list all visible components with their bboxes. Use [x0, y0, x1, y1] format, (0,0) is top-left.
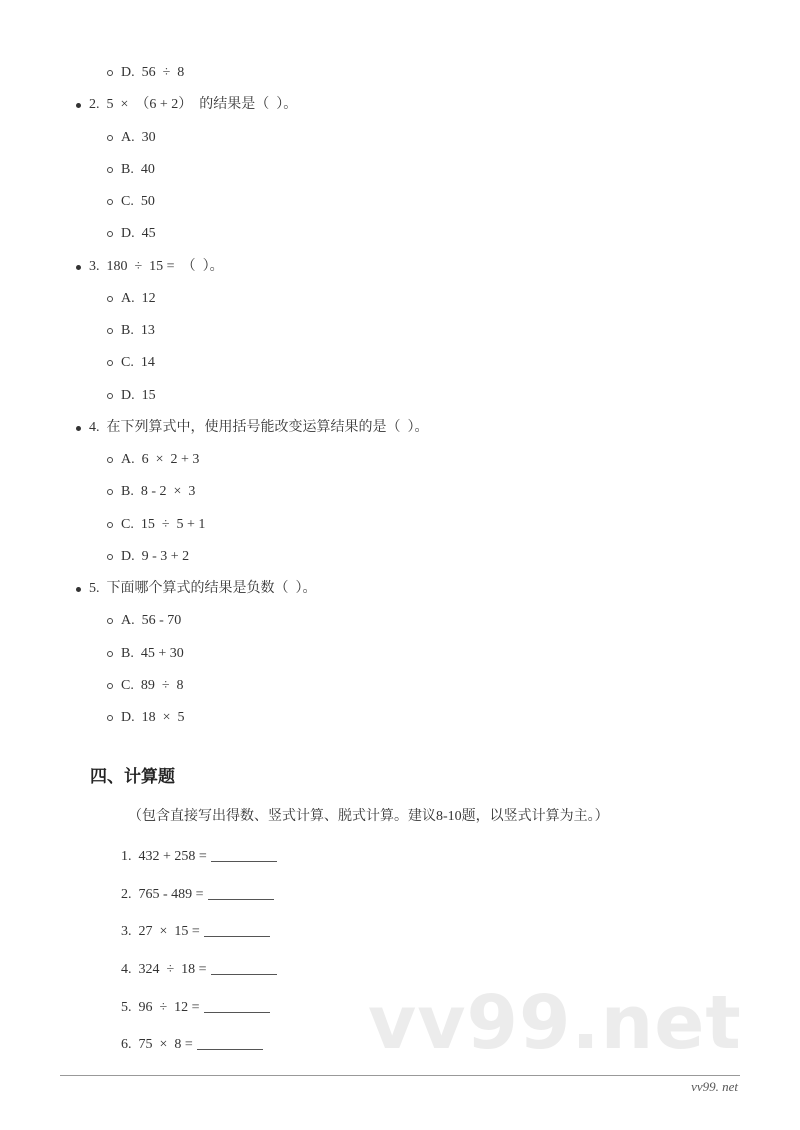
question-item — [0, 89, 800, 121]
option-item — [0, 541, 800, 573]
calculation-text: 1. 432 + 258 = — [121, 849, 207, 864]
bullet-circle-icon — [107, 328, 113, 334]
option-item — [0, 186, 800, 218]
bullet-circle-icon — [107, 135, 113, 141]
option-text: A. 6 × 2 + 3 — [121, 452, 200, 467]
answer-blank[interactable] — [197, 1035, 263, 1050]
option-text: D. 9 - 3 + 2 — [121, 548, 190, 564]
question-item — [0, 251, 800, 283]
option-text: B. 13 — [121, 323, 155, 338]
bullet-circle-icon — [107, 489, 113, 495]
question-item — [0, 412, 800, 444]
calculation-text: 2. 765 - 489 = — [121, 886, 204, 902]
option-text: D. 56 ÷ 8 — [121, 65, 185, 80]
option-item — [0, 380, 800, 412]
bullet-filled-icon — [76, 103, 81, 108]
calculation-item — [121, 993, 277, 1031]
option-item — [0, 638, 800, 670]
option-text: B. 40 — [121, 161, 155, 177]
bullet-circle-icon — [107, 167, 113, 173]
option-item — [0, 476, 800, 508]
option-item — [0, 670, 800, 702]
bullet-circle-icon — [107, 683, 113, 689]
option-text: D. 45 — [121, 226, 156, 242]
calculation-item — [121, 917, 277, 955]
bullet-circle-icon — [107, 70, 113, 76]
option-text: D. 15 — [121, 387, 156, 403]
bullet-circle-icon — [107, 651, 113, 657]
option-text: C. 14 — [121, 355, 155, 371]
calculation-item — [121, 880, 277, 918]
question-text: 5. 下面哪个算式的结果是负数（ ）。 — [89, 581, 317, 596]
option-item — [0, 154, 800, 186]
calculation-text: 3. 27 × 15 = — [121, 924, 200, 940]
bullet-circle-icon — [107, 199, 113, 205]
calculation-item — [121, 955, 277, 993]
bullet-circle-icon — [107, 231, 113, 237]
calculation-text: 4. 324 ÷ 18 = — [121, 962, 207, 978]
option-item — [0, 605, 800, 637]
option-text: D. 18 × 5 — [121, 710, 185, 725]
calculation-item — [121, 1030, 277, 1068]
option-item — [0, 702, 800, 734]
bullet-circle-icon — [107, 296, 113, 302]
option-text: C. 50 — [121, 194, 155, 209]
bullet-circle-icon — [107, 393, 113, 399]
answer-blank[interactable] — [208, 885, 274, 900]
answer-blank[interactable] — [211, 960, 277, 975]
option-text: B. 45 + 30 — [121, 645, 184, 661]
calculation-list — [121, 842, 277, 1068]
section-heading: 四、计算题 — [90, 767, 175, 787]
option-text: C. 89 ÷ 8 — [121, 677, 184, 693]
option-text: A. 30 — [121, 129, 156, 145]
footer-divider — [60, 1075, 740, 1076]
option-text: C. 15 ÷ 5 + 1 — [121, 516, 206, 532]
question-text: 2. 5 × （6 + 2） 的结果是（ ）。 — [89, 97, 298, 113]
question-text: 4. 在下列算式中，使用括号能改变运算结果的是（ ）。 — [89, 419, 429, 435]
option-item — [0, 315, 800, 347]
bullet-circle-icon — [107, 457, 113, 463]
bullet-circle-icon — [107, 618, 113, 624]
answer-blank[interactable] — [204, 922, 270, 937]
answer-blank[interactable] — [204, 998, 270, 1013]
option-item — [0, 57, 800, 89]
bullet-circle-icon — [107, 554, 113, 560]
option-text: A. 12 — [121, 290, 156, 306]
calculation-text: 6. 75 × 8 = — [121, 1037, 193, 1053]
bullet-circle-icon — [107, 360, 113, 366]
option-text: B. 8 - 2 × 3 — [121, 484, 196, 500]
bullet-filled-icon — [76, 426, 81, 431]
section-note: （包含直接写出得数、竖式计算、脱式计算。建议8-10题，以竖式计算为主。） — [128, 809, 609, 824]
bullet-circle-icon — [107, 522, 113, 528]
bullet-filled-icon — [76, 587, 81, 592]
option-item — [0, 347, 800, 379]
bullet-circle-icon — [107, 715, 113, 721]
question-text: 3. 180 ÷ 15 = （ ）。 — [89, 258, 224, 274]
option-item — [0, 283, 800, 315]
option-text: A. 56 - 70 — [121, 613, 182, 629]
option-item — [0, 444, 800, 476]
option-item — [0, 122, 800, 154]
calculation-item — [121, 842, 277, 880]
option-item — [0, 218, 800, 250]
answer-blank[interactable] — [211, 847, 277, 862]
footer-text: vv99. net — [691, 1079, 738, 1094]
watermark: vv99.net — [368, 980, 742, 1066]
bullet-filled-icon — [76, 265, 81, 270]
option-item — [0, 509, 800, 541]
question-list — [0, 57, 800, 734]
question-item — [0, 573, 800, 605]
calculation-text: 5. 96 ÷ 12 = — [121, 999, 200, 1015]
